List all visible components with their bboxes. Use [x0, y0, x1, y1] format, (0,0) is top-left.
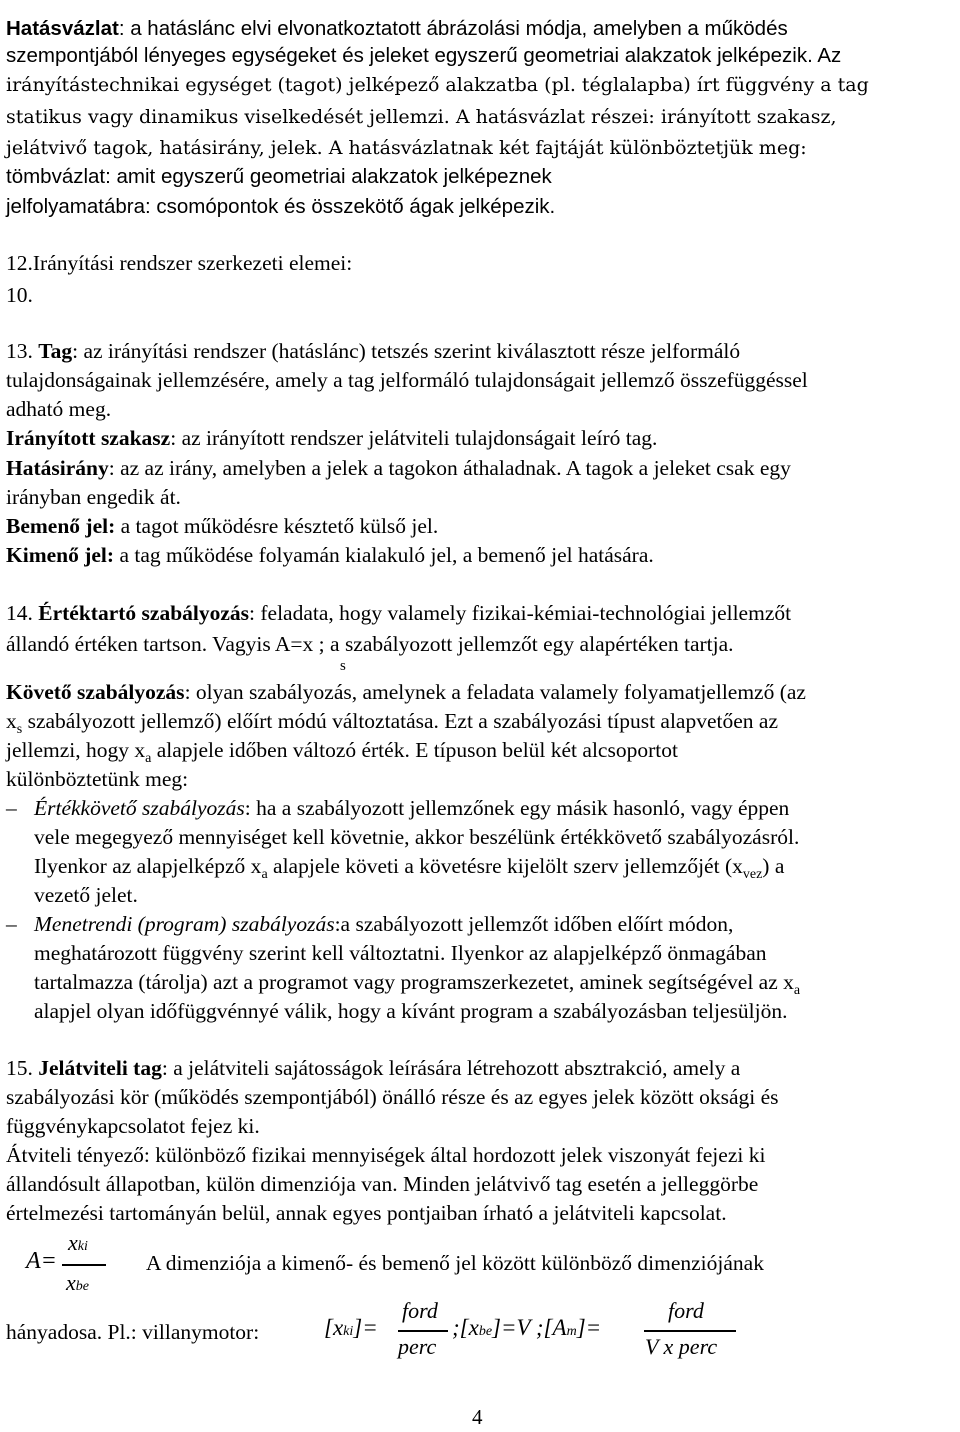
jelatviteli-line-1	[6, 1054, 740, 1082]
atviteli-line-2: állandósult állapotban, külön dimenziója van. Minden jelátvivő tag esetén a jelleggörbe	[6, 1172, 759, 1196]
ertektarto-subscript: s	[340, 658, 346, 674]
hatasirany-line-2: irányban engedik át.	[6, 485, 181, 509]
kimeno-jel-line	[6, 541, 654, 569]
formula-xbe	[452, 1315, 601, 1341]
iranyitott-text: : az irányított rendszer jelátviteli tulajdonságait leíró tag.	[170, 426, 658, 450]
hatasvazlat-line-6: tömbvázlat: amit egyszerű geometriai alakzatok jelképeznek	[6, 165, 552, 188]
formula-a-numerator	[68, 1230, 88, 1256]
formula-fraction-bar-2	[644, 1330, 736, 1332]
ertekkoveto-line-2: vele megegyező mennyiséget kell követnie, akkor beszélünk értékkövető szabályozásról.	[34, 825, 800, 849]
formula-a-denominator	[66, 1270, 89, 1296]
kimeno-text: a tag működése folyamán kialakuló jel, a bemenő jel hatására.	[114, 543, 654, 567]
atviteli-line-1: Átviteli tényező: különböző fizikai mennyiségek által hordozott jelek viszonyát fejezi ki	[6, 1143, 766, 1167]
formula-a-den-x: x	[66, 1270, 76, 1295]
section-13-line-3: adható meg.	[6, 397, 112, 421]
hatasvazlat-line-2: szempontjából lényeges egységeket és jeleket egyszerű geometriai alakzatok jelképezik. Az	[6, 44, 842, 67]
formula-am-close: ]=	[576, 1315, 602, 1340]
hatasirany-term: Hatásirány	[6, 456, 109, 480]
koveto-line-4: különböztetünk meg:	[6, 767, 189, 791]
hatasvazlat-line-5	[6, 133, 807, 162]
formula-xbe-open: ;[x	[452, 1315, 479, 1340]
koveto-sub-1: s	[16, 722, 23, 737]
ertekkoveto-sub-2: vez	[742, 867, 763, 882]
formula-am: ]=V ;[A	[492, 1315, 567, 1340]
formula-xbe-sub: be	[478, 1324, 493, 1339]
bemeno-term: Bemenő jel:	[6, 514, 116, 538]
formula-a-fraction-bar	[62, 1264, 106, 1266]
menetrendi-text-3a: tartalmazza (tárolja) azt a programot vagy programszerkezetet, aminek segítségével az x	[34, 970, 794, 994]
menetrendi-line-2: meghatározott függvény szerint kell változtatni. Ilyenkor az alapjelképző önmagában	[34, 941, 767, 965]
formula-xki-close: ]=	[353, 1315, 378, 1340]
hatasvazlat-line-1	[6, 14, 788, 43]
formula-xki-open: [x	[324, 1315, 344, 1340]
formula-ford-2: ford	[668, 1298, 704, 1323]
section-13-line-2: tulajdonságainak jellemzésére, amely a tag jelformáló tulajdonságait jellemző összefüggéssel	[6, 368, 808, 392]
formula-v-x-perc: V x perc	[645, 1334, 718, 1359]
ertektarto-line-2	[6, 630, 734, 658]
section-12-sub: 10.	[6, 283, 33, 307]
ertekkoveto-text-3a: Ilyenkor az alapjelképző x	[34, 854, 262, 878]
koveto-text-2b: szabályozott jellemző) előírt módú változtatása. Ezt a szabályozási típust alapvetően az	[22, 709, 778, 733]
ertekkoveto-text-1: : ha a szabályozott jellemzőnek egy másik hasonló, vagy éppen	[244, 796, 790, 820]
section-13-line-1	[6, 337, 740, 365]
formula-am-sub: m	[566, 1324, 577, 1339]
page-number: 4	[472, 1405, 483, 1429]
formula-ford-1: ford	[402, 1298, 438, 1323]
formula-fraction-bar-1	[398, 1330, 448, 1332]
section-13-number: 13.	[6, 339, 39, 363]
menetrendi-text-1: :a szabályozott jellemzőt időben előírt módon,	[334, 912, 734, 936]
section-14-number: 14.	[6, 601, 39, 625]
jelatviteli-line-3: függvénykapcsolatot fejez ki.	[6, 1114, 260, 1138]
ertekkoveto-line-4: vezető jelet.	[34, 883, 138, 907]
tag-text-1: : az irányítási rendszer (hatáslánc) tetszés szerint kiválasztott része jelformáló	[72, 339, 741, 363]
formula-xki-sub: ki	[343, 1324, 354, 1339]
section-12-heading: 12.Irányítási rendszer szerkezeti elemei:	[6, 251, 353, 275]
menetrendi-sub-1: a	[793, 983, 801, 998]
formula-a-lhs: A=	[26, 1248, 57, 1274]
formula-a-num-x: x	[68, 1230, 78, 1255]
koveto-line-1	[6, 678, 806, 706]
jelatviteli-line-2: szabályozási kör (működés szempontjából) önálló része és az egyes jelek között oksági és	[6, 1085, 779, 1109]
atviteli-line-3: értelmezési tartományán belül, annak egyes pontjaiban írható a jelátviteli kapcsolat.	[6, 1201, 727, 1225]
formula-a-num-sub: ki	[77, 1239, 88, 1254]
ertektarto-text-1: : feladata, hogy valamely fizikai-kémiai-technológiai jellemzőt	[249, 601, 792, 625]
ertektarto-text-2a: állandó értéken tartson. Vagyis A=x	[6, 632, 314, 656]
koveto-text-1: : olyan szabályozás, amelynek a feladata valamely folyamatjellemző (az	[184, 680, 806, 704]
dash-2: –	[6, 912, 17, 936]
koveto-term: Követő szabályozás	[6, 680, 185, 704]
hatasvazlat-line-4: statikus vagy dinamikus viselkedését jellemzi. A hatásvázlat részei: irányított szakasz,	[6, 106, 837, 128]
hatasvazlat-text-5b: A hatásvázlatnak két fajtáját különböztetjük meg:	[322, 137, 807, 159]
tag-term: Tag	[38, 339, 73, 363]
hatasvazlat-line-7: jelfolyamatábra: csomópontok és összekötő ágak jelképezik.	[6, 195, 556, 218]
formula-perc-1: perc	[398, 1334, 437, 1359]
jelatviteli-text-1: : a jelátviteli sajátosságok leírására létrehozott absztrakció, amely a	[161, 1056, 741, 1080]
hatasirany-text-1: : az az irány, amelyben a jelek a tagokon áthaladnak. A tagok a jeleket csak egy	[108, 456, 791, 480]
ertektarto-term: Értéktartó szabályozás	[38, 601, 250, 625]
menetrendi-line-1	[34, 910, 733, 938]
iranyitott-szakasz-line	[6, 424, 657, 452]
ertekkoveto-line-1	[34, 794, 789, 822]
koveto-text-3a: jellemzi, hogy x	[6, 738, 146, 762]
kimeno-term: Kimenő jel:	[6, 543, 115, 567]
section-15-number: 15.	[6, 1056, 39, 1080]
menetrendi-term: Menetrendi (program) szabályozás	[34, 912, 335, 936]
ertekkoveto-sub-1: a	[261, 867, 268, 882]
ertektarto-line-1	[6, 599, 791, 627]
koveto-text-2a: x	[6, 709, 17, 733]
koveto-sub-2: a	[145, 751, 152, 766]
hatasirany-line-1	[6, 454, 791, 482]
koveto-line-3	[6, 736, 678, 768]
formula-a-den-sub: be	[75, 1279, 89, 1294]
hatasvazlat-line-3: irányítástechnikai egységet (tagot) jelképező alakzatba (pl. téglalapba) írt függvény a tag	[6, 74, 869, 96]
ertektarto-text-2b: ; a szabályozott jellemzőt egy alapértéken tartja.	[313, 632, 734, 656]
bemeno-text: a tagot működésre késztető külső jel.	[115, 514, 439, 538]
ertekkoveto-text-3b: alapjele követi a követésre kijelölt szerv jellemzőjét (x	[267, 854, 743, 878]
hanyados-line: hányadosa. Pl.: villanymotor:	[6, 1320, 260, 1344]
ertekkoveto-line-3	[34, 852, 784, 884]
ertekkoveto-term: Értékkövető szabályozás	[34, 796, 245, 820]
iranyitott-term: Irányított szakasz	[6, 426, 171, 450]
hatasvazlat-text-1: : a hatáslánc elvi elvonatkoztatott ábrázolási módja, amelyben a működés	[118, 17, 788, 40]
formula-xki	[324, 1315, 378, 1341]
hatasvazlat-term: Hatásvázlat	[6, 17, 119, 40]
dimenzio-line: A dimenziója a kimenő- és bemenő jel között különböző dimenziójának	[146, 1251, 764, 1275]
koveto-text-3b: alapjele időben változó érték. E típuson belül két alcsoportot	[151, 738, 678, 762]
dash-1: –	[6, 796, 17, 820]
bemeno-jel-line	[6, 512, 438, 540]
jelatviteli-term: Jelátviteli tag	[38, 1056, 162, 1080]
menetrendi-line-3	[34, 968, 800, 1000]
menetrendi-line-4: alapjel olyan időfüggvénnyé válik, hogy a kívánt program a szabályozásban teljesüljön.	[34, 999, 788, 1023]
hatasvazlat-text-5a: jelátvivő tagok, hatásirány, jelek.	[6, 137, 323, 159]
ertekkoveto-text-3c: ) a	[762, 854, 785, 878]
koveto-line-2	[6, 707, 778, 739]
